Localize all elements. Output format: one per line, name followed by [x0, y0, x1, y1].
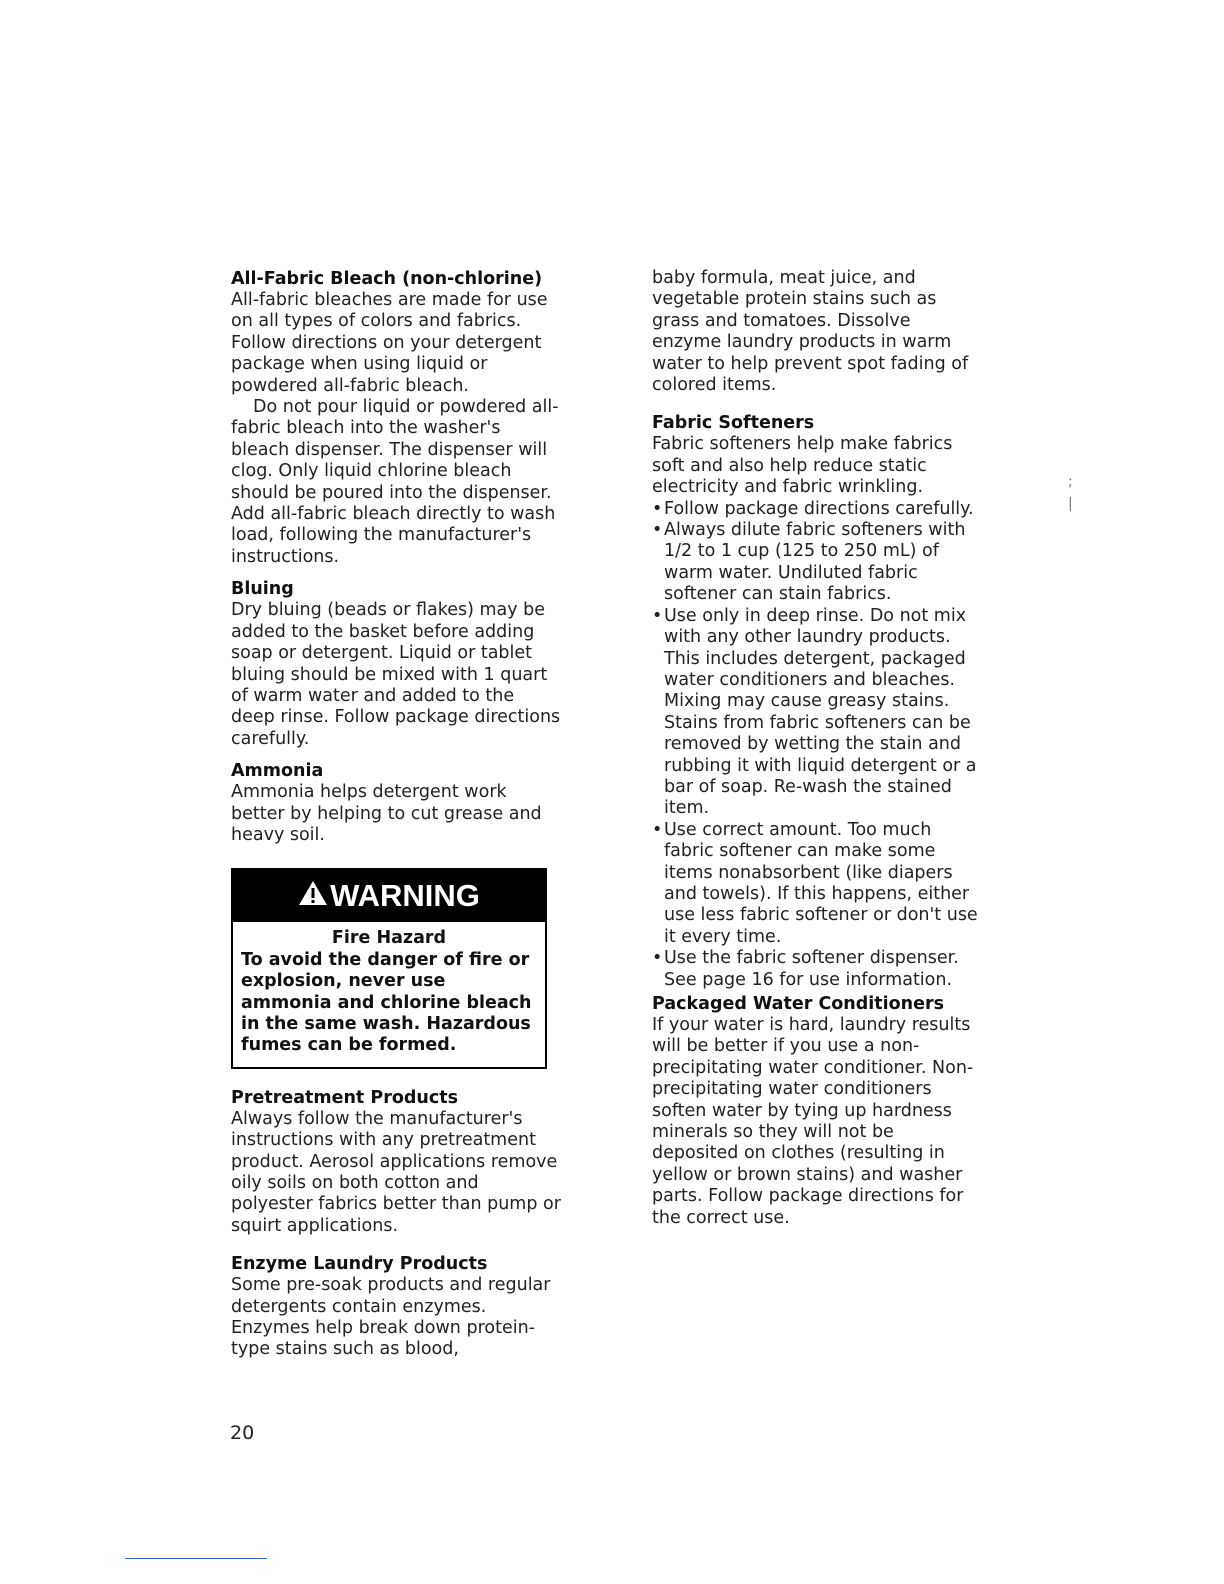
section-heading-ammonia: Ammonia	[231, 761, 324, 782]
right-column	[652, 268, 982, 1229]
warning-banner	[233, 870, 545, 922]
paragraph-all-fabric-bleach-2: Do not pour liquid or powdered all-fabric bleach into the washer's bleach dispenser. The dispenser will clog. Only liquid chlorine bleach should be poured into the dispenser. Add all-fabric bleach directly to wash load, following the manufacturer's instructions.	[231, 397, 559, 567]
section-heading-pretreatment: Pretreatment Products	[231, 1087, 459, 1108]
left-column	[231, 268, 561, 1361]
warning-label: WARNING	[330, 878, 480, 914]
paragraph-enzyme-continued: baby formula, meat juice, and vegetable protein stains such as grass and tomatoes. Dissolve enzyme laundry products in warm water to help prevent spot fading of colored items.	[652, 268, 969, 396]
list-item: •Use the fabric softener dispenser. See page 16 for use information.	[652, 948, 959, 990]
margin-mark: |	[1068, 496, 1073, 512]
section-heading-all-fabric-bleach: All-Fabric Bleach (non-chlorine)	[231, 269, 543, 289]
section-heading-water-conditioners: Packaged Water Conditioners	[652, 994, 945, 1014]
list-item: •Always dilute fabric softeners with 1/2 to 1 cup (125 to 250 mL) of warm water. Undiluted fabric softener can stain fabrics.	[652, 520, 966, 605]
warning-text: To avoid the danger of fire or explosion, never use ammonia and chlorine bleach in the same wash. Hazardous fumes can be formed.	[241, 949, 532, 1056]
list-item: •Use only in deep rinse. Do not mix with any other laundry products. This includes detergent, packaged water conditioners and bleaches. Mixing may cause greasy stains. Stains from fabric softeners can be removed by wetting the stain and rubbing it with liquid detergent or a bar of soap. Re-wash the stained item.	[652, 605, 977, 819]
warning-box	[231, 868, 547, 1068]
paragraph-enzyme: Some pre-soak products and regular detergents contain enzymes. Enzymes help break down protein-type stains such as blood,	[231, 1275, 551, 1360]
bullet-icon: •	[652, 498, 663, 519]
list-item: •Follow package directions carefully.	[652, 498, 974, 519]
warning-body	[233, 922, 545, 1066]
paragraph-bluing: Dry bluing (beads or flakes) may be added to the basket before adding soap or detergent. Liquid or tablet bluing should be mixed with 1 quart of warm water and added to the deep rinse. Follow package directions carefully.	[231, 600, 561, 749]
paragraph-fabric-softeners: Fabric softeners help make fabrics soft and also help reduce static electricity and fabric wrinkling.	[652, 434, 953, 498]
paragraph-ammonia: Ammonia helps detergent work better by helping to cut grease and heavy soil.	[231, 782, 542, 845]
warning-triangle-icon	[298, 878, 328, 914]
paragraph-water-conditioners: If your water is hard, laundry results will be better if you use a non-precipitating water conditioner. Non-precipitating water conditioners soften water by tying up hardness minerals so they will not be deposited on clothes (resulting in yellow or brown stains) and washer parts. Follow package directions for the correct use.	[652, 1015, 974, 1228]
list-item: •Use correct amount. Too much fabric softener can make some items nonabsorbent (like diapers and towels). If this happens, either use less fabric softener or don't use it every time.	[652, 819, 978, 947]
margin-mark: ;	[1068, 474, 1073, 490]
section-heading-bluing: Bluing	[231, 579, 294, 600]
bullet-icon: •	[652, 520, 663, 541]
paragraph-pretreatment: Always follow the manufacturer's instructions with any pretreatment product. Aerosol applications remove oily soils on both cotton and polyester fabrics better than pump or squirt applications.	[231, 1108, 561, 1236]
bottom-rule	[125, 1558, 267, 1559]
bullet-icon: •	[652, 948, 663, 969]
bullet-icon: •	[652, 819, 663, 840]
section-heading-fabric-softeners: Fabric Softeners	[652, 413, 815, 434]
warning-title: Fire Hazard	[331, 928, 447, 949]
paragraph-all-fabric-bleach-1: All-fabric bleaches are made for use on all types of colors and fabrics. Follow directions on your detergent package when using liquid or powdered all-fabric bleach.	[231, 290, 548, 396]
page-number: 20	[230, 1422, 255, 1444]
section-heading-enzyme: Enzyme Laundry Products	[231, 1254, 488, 1275]
bullet-icon: •	[652, 605, 663, 626]
fabric-softener-bullet-list	[652, 499, 982, 991]
